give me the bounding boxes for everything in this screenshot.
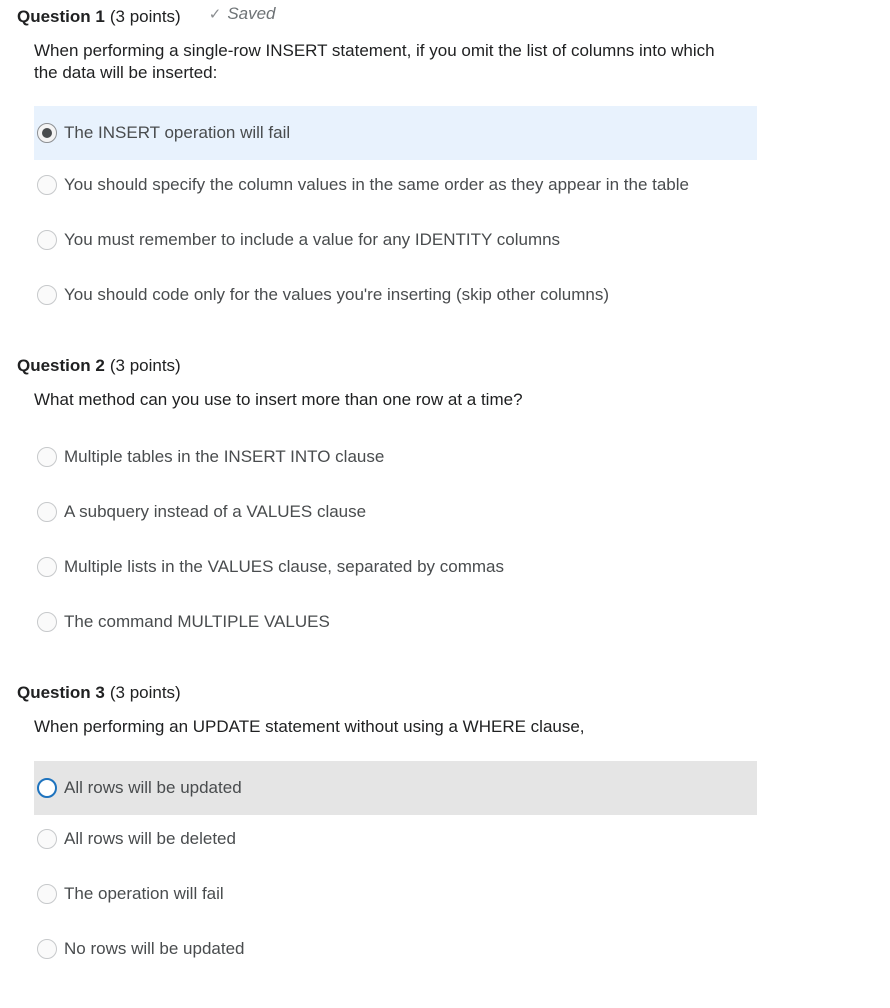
answer-option[interactable] bbox=[34, 485, 757, 539]
answer-label: You should code only for the values you're inserting (skip other columns) bbox=[64, 285, 610, 304]
question-text: When performing an UPDATE statement without using a WHERE clause, bbox=[34, 717, 585, 736]
answer-option[interactable] bbox=[34, 867, 757, 921]
answer-option[interactable] bbox=[34, 595, 757, 649]
radio-button[interactable] bbox=[37, 778, 57, 798]
answer-label: The command MULTIPLE VALUES bbox=[64, 612, 330, 631]
answer-label: All rows will be updated bbox=[64, 778, 242, 797]
radio-button[interactable] bbox=[37, 502, 57, 522]
radio-button[interactable] bbox=[37, 175, 57, 195]
answer-label: All rows will be deleted bbox=[64, 829, 236, 848]
answer-label: No rows will be updated bbox=[64, 939, 245, 958]
answer-label: You should specify the column values in the same order as they appear in the table bbox=[64, 175, 689, 194]
question-2-header bbox=[17, 356, 181, 376]
radio-button[interactable] bbox=[37, 939, 57, 959]
saved-label: Saved bbox=[227, 4, 276, 23]
answer-option[interactable] bbox=[34, 213, 757, 267]
answer-label: The INSERT operation will fail bbox=[64, 123, 291, 142]
answer-label: A subquery instead of a VALUES clause bbox=[64, 502, 367, 521]
question-text: When performing a single-row INSERT statement, if you omit the list of columns into which the data will be inserted: bbox=[34, 41, 715, 82]
answer-option[interactable] bbox=[34, 158, 757, 212]
question-number: Question 1 bbox=[17, 7, 105, 26]
checkmark-icon: ✓ bbox=[208, 6, 222, 23]
answer-label: Multiple tables in the INSERT INTO clause bbox=[64, 447, 385, 466]
answer-label: You must remember to include a value for any IDENTITY columns bbox=[64, 230, 561, 249]
question-1-header bbox=[17, 4, 276, 27]
radio-button[interactable] bbox=[37, 123, 57, 143]
question-number: Question 2 bbox=[17, 356, 105, 375]
radio-button[interactable] bbox=[37, 557, 57, 577]
radio-button[interactable] bbox=[37, 285, 57, 305]
answer-option[interactable] bbox=[34, 812, 757, 866]
radio-button[interactable] bbox=[37, 612, 57, 632]
answer-label: Multiple lists in the VALUES clause, separated by commas bbox=[64, 557, 504, 576]
answer-label: The operation will fail bbox=[64, 884, 224, 903]
answer-option[interactable] bbox=[34, 430, 757, 484]
radio-button[interactable] bbox=[37, 884, 57, 904]
question-points: (3 points) bbox=[109, 7, 181, 26]
answer-option[interactable] bbox=[34, 922, 757, 976]
question-number: Question 3 bbox=[17, 683, 105, 702]
answer-option[interactable] bbox=[34, 540, 757, 594]
radio-button[interactable] bbox=[37, 829, 57, 849]
answer-option[interactable] bbox=[34, 106, 757, 160]
question-text: What method can you use to insert more than one row at a time? bbox=[34, 390, 523, 409]
question-points: (3 points) bbox=[109, 683, 181, 702]
answer-option[interactable] bbox=[34, 761, 757, 815]
radio-button[interactable] bbox=[37, 447, 57, 467]
question-points: (3 points) bbox=[109, 356, 181, 375]
question-3-header bbox=[17, 683, 181, 703]
saved-status bbox=[209, 4, 276, 24]
radio-button[interactable] bbox=[37, 230, 57, 250]
answer-option[interactable] bbox=[34, 268, 757, 322]
